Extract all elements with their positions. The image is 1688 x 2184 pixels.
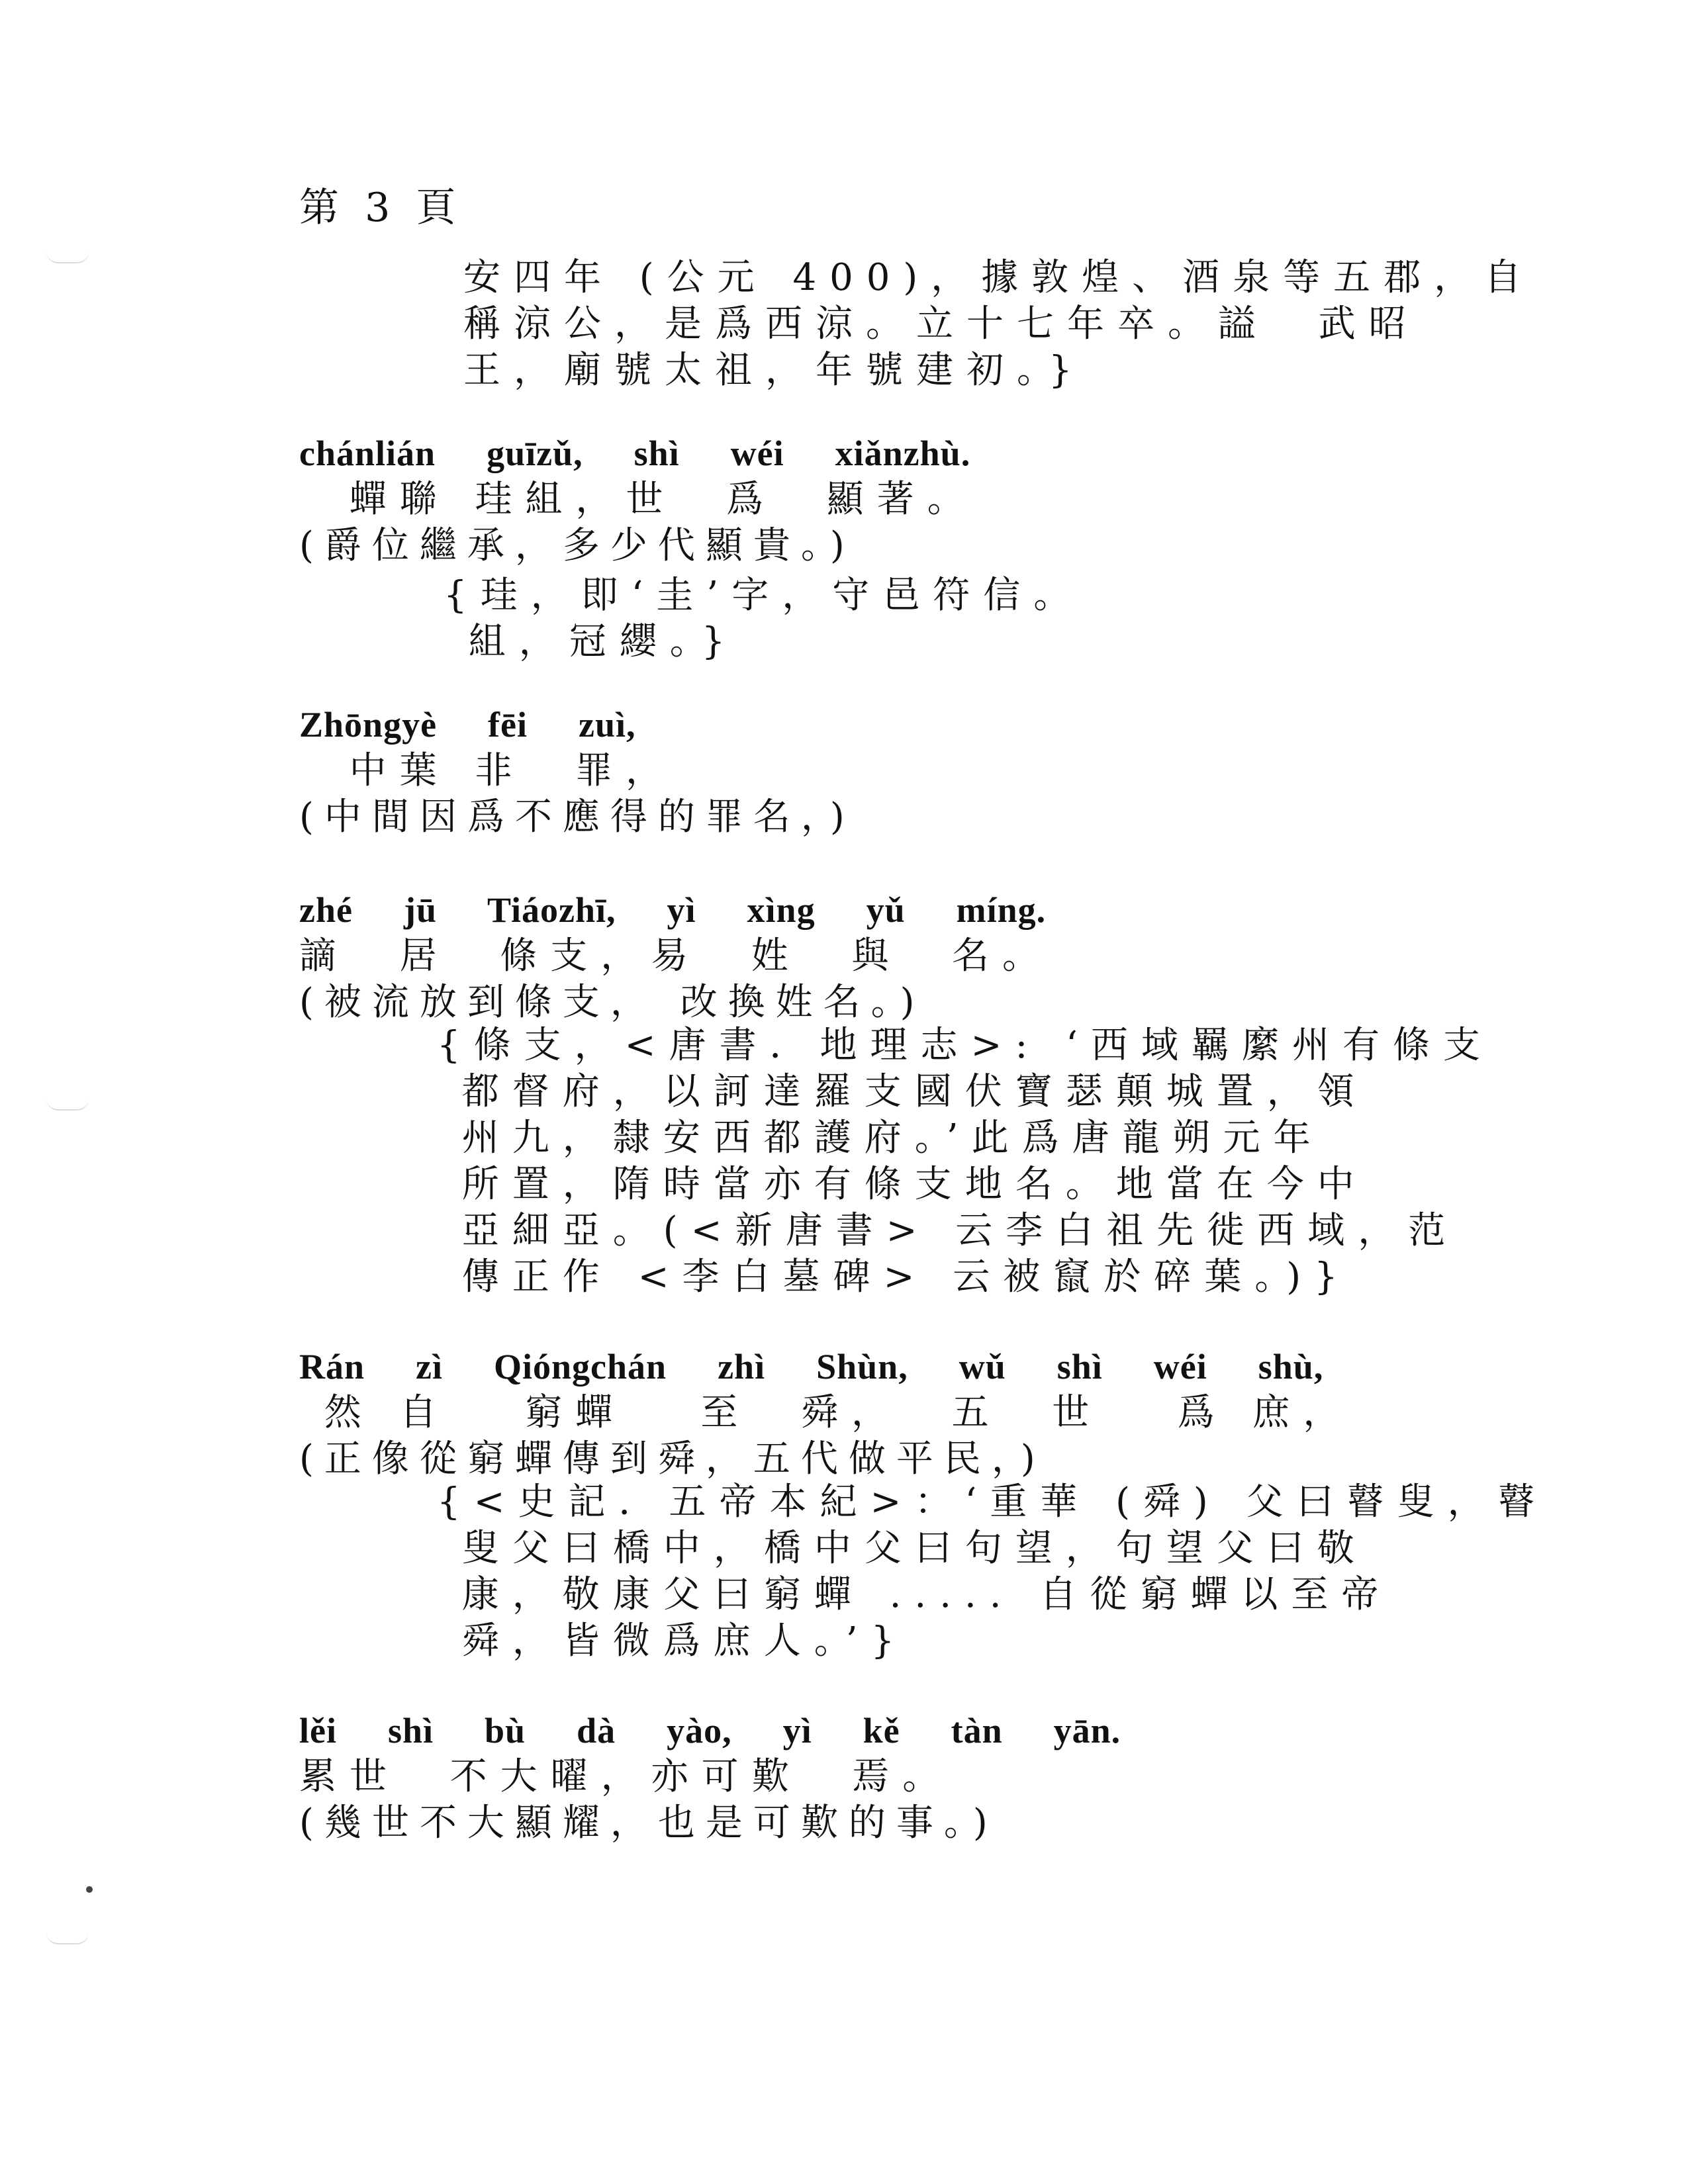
note-line: {條支，<唐書．地理志>: ‘西域羈縻州有條支	[437, 1024, 1493, 1067]
pinyin-line: zhé jū Tiáozhī, yì xìng yǔ míng.	[299, 890, 1047, 930]
note-line: 康，敬康父曰窮蟬 ..... 自從窮蟬以至帝	[437, 1573, 1392, 1616]
punch-hole-shadow	[46, 1933, 89, 1944]
note-line: 都督府，以訶達羅支國伏寶瑟顛城置，領	[437, 1070, 1368, 1113]
note-line: 王，廟號太祖，年號建初。}	[463, 349, 1086, 392]
scan-speck	[86, 1886, 93, 1893]
punch-hole-shadow	[46, 251, 89, 263]
verse-section	[299, 430, 978, 569]
translation-line: (正像從窮蟬傳到舜，五代做平民，)	[299, 1437, 1046, 1480]
translation-line: (被流放到條支， 改換姓名。)	[299, 981, 925, 1024]
translation-line: (爵位繼承，多少代顯貴。)	[299, 524, 855, 567]
note-line: 稱涼公，是爲西涼。立十七年卒。謚 武昭	[463, 302, 1419, 345]
note-line: 傳正作 <李白墓碑> 云被竄於碎葉。)}	[437, 1255, 1351, 1298]
note-line: 叟父曰橋中，橋中父曰句望，句望父曰敬	[437, 1527, 1368, 1570]
verse-line: 蟬聯 珪組，世 爲 顯著。	[299, 478, 978, 521]
note-block	[444, 572, 1084, 665]
verse-line: 然 自 窮蟬 至 舜， 五 世 爲 庶，	[299, 1391, 1354, 1434]
translation-line: (幾世不大顯耀，也是可歎的事。)	[299, 1801, 998, 1844]
pinyin-line: Zhōngyè fēi zuì,	[299, 705, 636, 745]
verse-section	[299, 887, 1053, 1026]
pinyin-line: chánlián guīzǔ, shì wéi xiǎnzhù.	[299, 433, 971, 473]
verse-line: 中葉 非 罪，	[299, 749, 677, 792]
pinyin-line: Rán zì Qióngchán zhì Shùn, wǔ shì wéi shù,	[299, 1347, 1324, 1387]
verse-section	[299, 1707, 1121, 1846]
translation-line: (中間因爲不應得的罪名，)	[299, 796, 855, 839]
intro-note	[463, 255, 1534, 394]
note-block	[437, 1479, 1548, 1664]
pinyin-line: lěi shì bù dà yào, yì kě tàn yān.	[299, 1711, 1121, 1751]
note-line: 舜，皆微爲庶人。’}	[437, 1619, 908, 1662]
verse-line: 謫 居 條支，易 姓 與 名。	[299, 934, 1053, 978]
note-line: 組，冠纓。}	[444, 620, 739, 663]
note-line: 州九，隸安西都護府。’此爲唐龍朔元年	[437, 1116, 1324, 1160]
verse-line: 累世 不大曜，亦可歎 焉。	[299, 1755, 953, 1798]
verse-section	[299, 702, 855, 841]
note-block	[437, 1023, 1493, 1300]
punch-hole-shadow	[46, 1099, 89, 1111]
note-line: 亞細亞。(<新唐書> 云李白祖先徙西域，范	[437, 1209, 1459, 1252]
note-line: 安四年 (公元 400)，據敦煌、酒泉等五郡，自	[463, 256, 1535, 299]
verse-section	[299, 1343, 1353, 1482]
note-line: {珪，即‘圭’字，守邑符信。	[444, 574, 1084, 617]
note-line: {<史記．五帝本紀>：‘重華 (舜) 父曰瞽叟，瞽	[437, 1480, 1548, 1524]
note-line: 所置，隋時當亦有條支地名。地當在今中	[437, 1163, 1368, 1206]
page-header: 第 3 頁	[299, 185, 463, 231]
